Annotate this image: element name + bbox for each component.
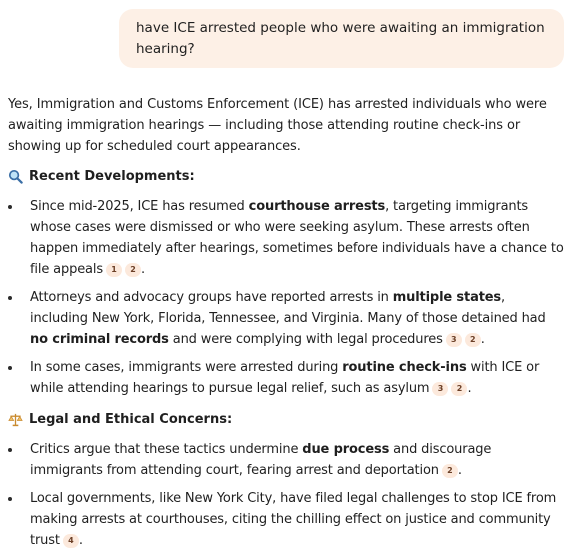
list-item: In some cases, immigrants were arrested during routine check-ins with ICE or while attending hearings to pursue legal relief, such as asylum 3 2 . bbox=[8, 357, 566, 399]
citation-badge[interactable]: 3 bbox=[432, 382, 448, 396]
assistant-response bbox=[8, 94, 566, 558]
list-item: Attorneys and advocacy groups have reported arrests in multiple states, including New York, Florida, Tennessee, and Virginia. Many of those detained had no criminal records and were complying with legal procedures 3 2 . bbox=[8, 287, 566, 350]
user-message-text: have ICE arrested people who were awaiting an immigration hearing? bbox=[136, 20, 545, 57]
section-heading-legal-ethical-concerns bbox=[8, 409, 566, 430]
list-item: Since mid-2025, ICE has resumed courthouse arrests, targeting immigrants whose cases were dismissed or who were seeking asylum. These arrests often happen immediately after hearings, sometimes before individuals have a chance to file appeals 1 2 . bbox=[8, 196, 566, 280]
citation-badge[interactable]: 3 bbox=[446, 333, 462, 347]
list-item: Critics argue that these tactics undermine due process and discourage immigrants from attending court, fearing arrest and deportation 2 . bbox=[8, 439, 566, 481]
bullet-list-recent-developments bbox=[8, 196, 566, 399]
section-title: Recent Developments: bbox=[29, 169, 195, 184]
section-heading-recent-developments bbox=[8, 166, 566, 187]
citation-badge[interactable]: 2 bbox=[125, 263, 141, 277]
citation-badge[interactable]: 4 bbox=[63, 534, 79, 548]
list-item: Local governments, like New York City, have filed legal challenges to stop ICE from making arrests at courthouses, citing the chilling effect on justice and community trust 4 . bbox=[8, 488, 566, 551]
citation-badge[interactable]: 1 bbox=[106, 263, 122, 277]
citation-badge[interactable]: 2 bbox=[442, 464, 458, 478]
citation-badge[interactable]: 2 bbox=[451, 382, 467, 396]
bullet-list-legal-concerns bbox=[8, 439, 566, 551]
citation-badge[interactable]: 2 bbox=[465, 333, 481, 347]
answer-intro: Yes, Immigration and Customs Enforcement (ICE) has arrested individuals who were awaiting immigration hearings — including those attending routine check-ins or showing up for scheduled court appearances. bbox=[8, 97, 547, 154]
magnifying-glass-icon bbox=[8, 169, 23, 184]
user-message-bubble bbox=[119, 9, 564, 68]
scales-icon bbox=[8, 412, 23, 427]
section-title: Legal and Ethical Concerns: bbox=[29, 412, 233, 427]
